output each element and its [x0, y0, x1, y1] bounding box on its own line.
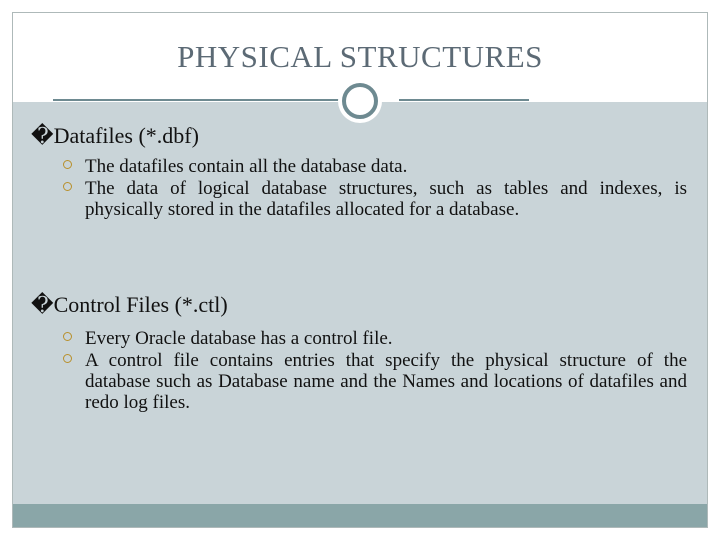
hollow-circle-bullet-icon: [63, 160, 72, 169]
section-heading-text: Control Files (*.ctl): [53, 292, 228, 317]
bullet-list-datafiles: [63, 156, 687, 221]
bullet-text: The datafiles contain all the database data.: [85, 156, 408, 177]
hollow-circle-bullet-icon: [63, 332, 72, 341]
bullet-text: Every Oracle database has a control file.: [85, 328, 393, 349]
section-marker-icon: �: [31, 292, 54, 317]
list-item: [63, 156, 687, 177]
ring-ornament-icon: [342, 83, 378, 119]
list-item: [63, 178, 687, 220]
bullet-text: A control file contains entries that specify the physical structure of the database such as Database name and the Names and locations of datafiles and redo log files.: [85, 350, 687, 413]
section-heading-control-files: [31, 292, 228, 318]
title-rule-left: [53, 99, 343, 101]
section-heading-text: Datafiles (*.dbf): [53, 123, 199, 148]
bullet-text: The data of logical database structures, such as tables and indexes, is physically stored in the datafiles allocated for a database.: [85, 178, 687, 220]
title-rule-right: [399, 99, 529, 101]
footer-bar: [13, 504, 707, 527]
list-item: [63, 350, 687, 413]
slide-title: PHYSICAL STRUCTURES: [177, 39, 543, 74]
section-marker-icon: �: [31, 123, 54, 148]
bullet-list-control-files: [63, 328, 687, 414]
slide: [12, 12, 708, 528]
hollow-circle-bullet-icon: [63, 182, 72, 191]
hollow-circle-bullet-icon: [63, 354, 72, 363]
section-heading-datafiles: [31, 123, 199, 149]
list-item: [63, 328, 687, 349]
